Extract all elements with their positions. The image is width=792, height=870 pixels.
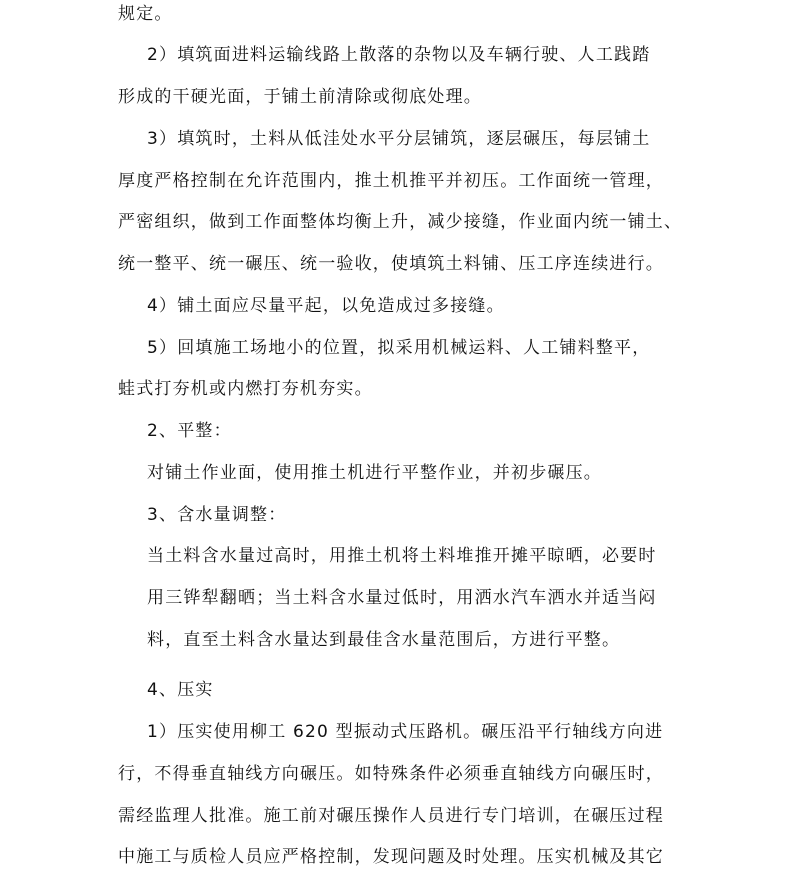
text-line: 4）铺土面应尽量平起，以免造成过多接缝。 bbox=[147, 296, 505, 316]
text-line: 蛙式打夯机或内燃打夯机夯实。 bbox=[118, 379, 373, 399]
text-line: 规定。 bbox=[118, 4, 173, 24]
text-line: 3）填筑时，土料从低洼处水平分层铺筑，逐层碾压，每层铺土 bbox=[147, 129, 651, 149]
text-line: 用三铧犁翻晒；当土料含水量过低时，用洒水汽车洒水并适当闷 bbox=[147, 588, 657, 608]
section-heading: 2、平整： bbox=[147, 421, 232, 441]
text-line: 厚度严格控制在允许范围内，推土机推平并初压。工作面统一管理， bbox=[118, 171, 664, 191]
text-line: 1）压实使用柳工 620 型振动式压路机。碾压沿平行轴线方向进 bbox=[147, 722, 664, 742]
text-line: 形成的干硬光面，于铺土前清除或彻底处理。 bbox=[118, 87, 482, 107]
text-line: 统一整平、统一碾压、统一验收，使填筑土料铺、压工序连续进行。 bbox=[118, 254, 664, 274]
text-line: 5）回填施工场地小的位置，拟采用机械运料、人工铺料整平， bbox=[147, 338, 651, 358]
text-line: 严密组织，做到工作面整体均衡上升，减少接缝，作业面内统一铺土、 bbox=[118, 212, 683, 232]
text-line: 当土料含水量过高时，用推土机将土料堆推开摊平晾晒，必要时 bbox=[147, 546, 657, 566]
text-line: 需经监理人批准。施工前对碾压操作人员进行专门培训，在碾压过程 bbox=[118, 806, 664, 826]
text-line: 行，不得垂直轴线方向碾压。如特殊条件必须垂直轴线方向碾压时， bbox=[118, 764, 664, 784]
text-line: 中施工与质检人员应严格控制，发现问题及时处理。压实机械及其它 bbox=[118, 847, 664, 867]
text-line: 2）填筑面进料运输线路上散落的杂物以及车辆行驶、人工践踏 bbox=[147, 45, 651, 65]
section-heading: 3、含水量调整： bbox=[147, 505, 287, 525]
text-line: 料，直至土料含水量达到最佳含水量范围后，方进行平整。 bbox=[147, 630, 621, 650]
text-line: 对铺土作业面，使用推土机进行平整作业，并初步碾压。 bbox=[147, 463, 602, 483]
section-heading: 4、压实 bbox=[147, 680, 214, 700]
